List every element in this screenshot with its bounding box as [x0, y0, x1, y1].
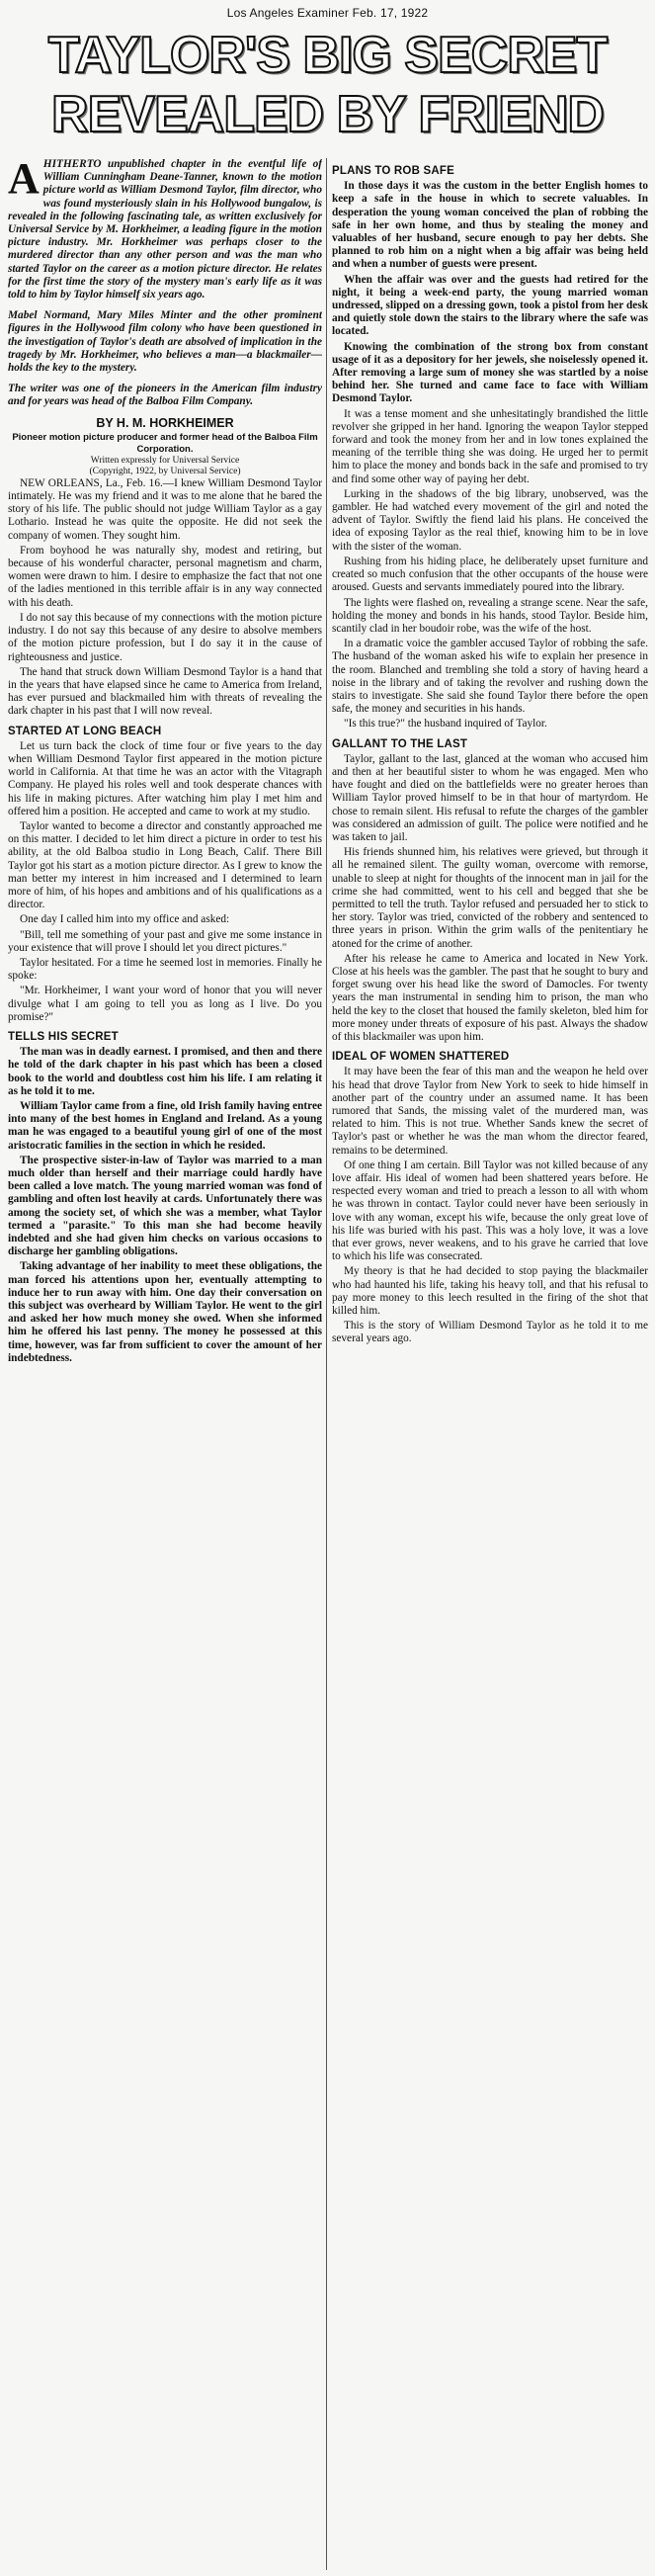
body-paragraph: The man was in deadly earnest. I promised, and then and there he told of the dark chapter in his past which has been a closed book to the world and doubtless cost him his life. I am relating it as he told it to me. — [8, 1046, 322, 1097]
left-body — [8, 477, 322, 1365]
lead-paragraph — [8, 158, 322, 301]
byline-copyright: (Copyright, 1922, by Universal Service) — [89, 466, 241, 476]
right-body — [332, 165, 648, 1346]
body-paragraph: "Bill, tell me something of your past and give me some instance in your existence that will prove I should let you direct pictures." — [8, 928, 322, 954]
body-paragraph: William Taylor came from a fine, old Irish family having entree into many of the best homes in England and Ireland. As a young man he was engaged to a beautiful young girl of one of the most aristocratic families in the section in which he resided. — [8, 1100, 322, 1152]
body-paragraph: In those days it was the custom in the better English homes to keep a safe in the house in which to secrete valuables. In desperation the young woman conceived the plan of robbing the safe in her own home, and thus by stealing the money and valuables of her husband, secure enough to pay her debts. She planned to rob him on a night when a big affair was being held and when a number of guests were present. — [332, 180, 648, 271]
body-paragraph: Taylor wanted to become a director and constantly approached me on this matter. I decided to let him direct a picture in order to test his ability, at the old Balboa studio in Long Beach, Calif. There Bill Taylor got his start as a motion picture director. As I grew to know the man better my interest in him increased and I determined to learn more of him, of his hopes and ambitions and of his qualifications as a director. — [8, 819, 322, 911]
body-paragraph: NEW ORLEANS, La., Feb. 16.—I knew William Desmond Taylor intimately. He was my friend and it was to me alone that he bared the story of his life. The public should not judge William Taylor as a gay Lothario. Instead he was quite the opposite. He did not seek the company of women. They sought him. — [8, 476, 322, 542]
body-paragraph: One day I called him into my office and asked: — [20, 913, 230, 926]
byline-credit — [8, 432, 322, 456]
section-subhead: TELLS HIS SECRET — [8, 1030, 119, 1043]
body-paragraph: Of one thing I am certain. Bill Taylor was not killed because of any love affair. His ideal of women had been shattered years before. He respected every woman and tried to preach a lesson to all with whom he was thrown in contact. Taylor could never have been seriously in love with any woman, except his wife, because the only great love of his life was buried with his past. This was a holy love, it was a love that ever grows, never weakens, and to his grave he carried that love to which his life was consecrated. — [332, 1159, 648, 1263]
body-paragraph: This is the story of William Desmond Taylor as he told it to me several years ago. — [332, 1320, 648, 1345]
body-paragraph: From boyhood he was naturally shy, modest and retiring, but because of his wonderful character, personal magnetism and charm, women were drawn to him. I desire to emphasize the fact that not one of the ladies mentioned in this terrible affair is in any way connected with his death. — [8, 544, 322, 609]
left-column — [8, 158, 322, 2570]
body-paragraph: Let us turn back the clock of time four or five years to the day when William Desmond Taylor first appeared in the motion picture world in California. At that time he was an actor with the Vitagraph Company. He played his roles well and took desperate chances with his life in making pictures. After watching him play I met him and offered him a position. He accepted and came to work at my studio. — [8, 739, 322, 817]
body-paragraph: His friends shunned him, his relatives were grieved, but through it all he remained silent. The guilty woman, overcome with remorse, unable to sleep at night for thoughts of the innocent man in jail for the crime she had committed, went to his cell and begged that she be permitted to tell the truth. Taylor refused and persuaded her to stick to her story. Taylor was tried, convicted of the robbery and sentenced to three years in prison. Within the grim walls of the penitentiary he atoned for the crime of another. — [332, 846, 648, 950]
body-paragraph: I do not say this because of my connections with the motion picture industry. I do not say this because of any desire to absolve members of the motion picture profession, but I do say it in the cause of righteousness and justice. — [8, 611, 322, 663]
drop-cap: A — [8, 158, 40, 203]
section-subhead: PLANS TO ROB SAFE — [332, 165, 454, 177]
headline-line-2: REVEALED BY FRIEND — [51, 86, 604, 143]
body-paragraph: Taylor hesitated. For a time he seemed lost in memories. Finally he spoke: — [8, 956, 322, 983]
lead-paragraph: Mabel Normand, Mary Miles Minter and the other prominent figures in the Hollywood film colony who have been questioned in the investigation of Taylor's death are absolved of implication in the tragedy by Mr. Horkheimer, who believes a man—a blackmailer—holds the key to the mystery. — [8, 309, 322, 375]
body-paragraph: The hand that struck down William Desmond Taylor is a hand that in the years that have elapsed since he came to America from Ireland, has ever pursued and blackmailed him with threats of revealing the dark chapter in his past that I will now reveal. — [8, 665, 322, 718]
column-rule — [326, 158, 327, 2570]
lead-paragraph: The writer was one of the pioneers in the American film industry and for years was head of the Balboa Film Company. — [8, 383, 322, 408]
section-subhead: STARTED AT LONG BEACH — [8, 725, 162, 737]
byline: BY H. M. HORKHEIMER — [96, 415, 234, 430]
body-paragraph: Knowing the combination of the strong box from constant usage of it as a depository for her jewels, she noiselessly opened it. After removing a large sum of money she was startled by a noise behind her. She turned and came face to face with William Desmond Taylor. — [332, 340, 648, 405]
body-paragraph: It was a tense moment and she unhesitatingly brandished the little revolver she gripped in her hand. Ignoring the weapon Taylor stepped forward and took the money from her and in low tones explained the meaning of the terrible thing she was doing. He urged her to permit him to place the money and bonds back in the safe and promised to try and find some other way of paying her debt. — [332, 407, 648, 485]
headline — [6, 26, 649, 148]
body-paragraph: "Mr. Horkheimer, I want your word of honor that you will never divulge what I am going to tell you as long as I live. Do you promise?" — [8, 985, 322, 1023]
section-subhead: IDEAL OF WOMEN SHATTERED — [332, 1051, 510, 1064]
body-paragraph: Rushing from his hiding place, he deliberately upset furniture and created so much confusion that the other occupants of the house were aroused. Guests and servants immediately poured into the library. — [332, 555, 648, 594]
body-paragraph: The prospective sister-in-law of Taylor was married to a man much older than herself and their marriage could hardly have been called a love match. The young married woman was fond of gambling and often lost heavily at cards. Unfortunately there was among the society set, of which she was a member, what Taylor termed a "parasite." To this man she had become heavily indebted and she had given him checks on various occasions to discharge her gambling obligations. — [8, 1154, 322, 1258]
body-paragraph: After his release he came to America and located in New York. Close at his heels was the gambler. The past that he sought to bury and forget swung over his head like the sword of Damocles. For twenty years the man instrumental in sending him to prison, the man who held the key to the closet that housed the family skeleton, bled him for more money under threats of exposure of his past. Always the shadow of this blackmailer was upon him. — [332, 952, 648, 1043]
section-subhead: GALLANT TO THE LAST — [332, 737, 468, 750]
body-paragraph: Taylor, gallant to the last, glanced at the woman who accused him and then at her beautiful sister to whom he was engaged. Men who have fought and died on the battlefields were no greater heroes than William Taylor proved himself to be in that hour of martyrdom. He chose to remain silent. His refusal to refute the charges of the gambler was considered an admission of guilt. The police were notified and he was taken to jail. — [332, 752, 648, 843]
body-paragraph: My theory is that he had decided to stop paying the blackmailer who had haunted his life, taking his heavy toll, and that his refusal to pay more money to this leech resulted in the firing of the shot that killed him. — [332, 1265, 648, 1318]
body-paragraph: The lights were flashed on, revealing a strange scene. Near the safe, holding the money and bonds in his hands, stood Taylor. Beside him, scantily clad in her boudoir robe, was the wife of the host. — [332, 596, 648, 635]
byline-credit-title: Pioneer motion picture producer and former head of the Balboa Film Corporation. — [12, 431, 318, 455]
byline-credit: Written expressly for Universal Service — [90, 455, 240, 466]
headline-line-1: TAYLOR'S BIG SECRET — [47, 27, 608, 84]
body-paragraph: Taking advantage of her inability to meet these obligations, the man forced his attentions upon her, eventually attempting to induce her to run away with him. One day their conversation on this subject was overheard by William Taylor. He went to the girl and asked her how much money she owed. When she informed him he offered his last penny. The money he possessed at this time, however, was far from sufficient to cover the amount of her indebtedness. — [8, 1260, 322, 1364]
right-column — [332, 158, 648, 2570]
body-paragraph: When the affair was over and the guests had retired for the night, it being a week-end party, the young married woman undressed, slipped on a dressing gown, took a pistol from her desk and quietly stole down the stairs to the library where the safe was located. — [332, 273, 648, 338]
body-paragraph: In a dramatic voice the gambler accused Taylor of robbing the safe. The husband of the woman asked his wife to explain her presence in the room. Blanched and trembling she told a story of having heard a noise in the library and of taking the revolver and rushing down the stairs to investigate. She said she found Taylor there before the open safe, the money and securities in his hands. — [332, 638, 648, 716]
source-line: Los Angeles Examiner Feb. 17, 1922 — [226, 6, 429, 20]
body-paragraph: It may have been the fear of this man and the weapon he held over his head that drove Taylor from New York to seek to hide himself in another part of the country under an assumed name. It has been rumored that Sands, the missing valet of the murdered man, was related to him. This is not true. Whether Sands knew the secret of Taylor's past or whether he was the man whom the director feared, remains to be determined. — [332, 1066, 648, 1157]
body-paragraph: Lurking in the shadows of the big library, unobserved, was the gambler. He had watched every movement of the girl and noted the advent of Taylor. Swiftly the fiend laid his plans. He conceived the idea of exposing Taylor as the real thief, knowing him to be in love with the sister of the woman. — [332, 487, 648, 553]
body-paragraph: "Is this true?" the husband inquired of Taylor. — [344, 718, 547, 730]
lead-text: HITHERTO unpublished chapter in the eventful life of William Cunningham Deane-Tanner, known to the motion picture world as William Desmond Taylor, film director, who was found mysteriously slain in his Hollywood bungalow, is revealed in the following fascinating tale, as written exclusively for Universal Service by M. Horkheimer, a leading figure in the motion picture industry. Mr. Horkheimer was perhaps closer to the murdered director than any other person and was the man who started Taylor on the career as a motion picture director. He relates for the first time the story of the mystery man's early life as it was told to him by Taylor himself six years ago. — [8, 158, 322, 301]
